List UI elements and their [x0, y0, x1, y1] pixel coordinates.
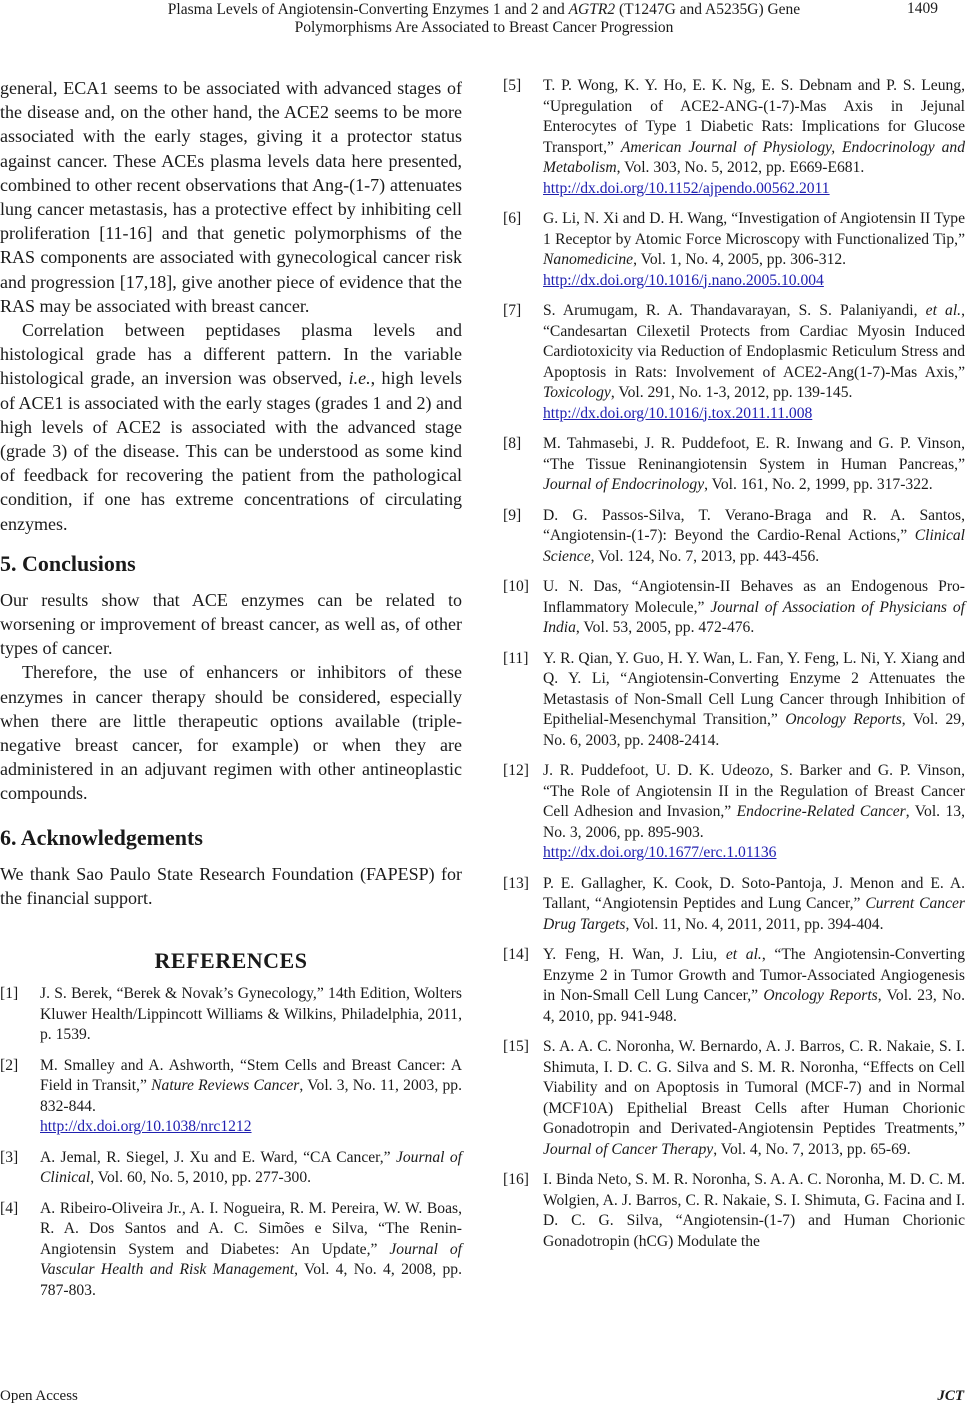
reference-item: [12] J. R. Puddefoot, U. D. K. Udeozo, S. Barker and G. P. Vinson, “The Role of Angiotensin II in the Regulation of Breast Cancer Cell Adhesion and Invasion,” Endocrine-Related Cancer, Vol. 13, No. 3, 2006, pp. 895-903. http://dx.doi.org/10.1677/erc.1.01136	[503, 761, 965, 864]
reference-journal: Toxicology	[543, 384, 611, 401]
reference-number: [4]	[0, 1199, 19, 1217]
reference-number: [16]	[503, 1171, 529, 1188]
reference-item: [5] T. P. Wong, K. Y. Ho, E. K. Ng, E. S. Debnam and P. S. Leung, “Upregulation of ACE2-ANG-(1-7)-Mas Axis in Jejunal Enterocytes of Type 1 Diabetic Rats: Implications for Glucose Transport,” American Journal of Physiology, Endocrinology and Metabolism, Vol. 303, No. 5, 2012, pp. E669-E681. http://dx.doi.org/10.1152/ajpendo.00562.2011	[503, 76, 965, 199]
doi-link[interactable]: http://dx.doi.org/10.1016/j.tox.2011.11.008	[543, 404, 813, 422]
reference-number: [3]	[0, 1148, 19, 1166]
doi-link[interactable]: http://dx.doi.org/10.1152/ajpendo.00562.2011	[543, 179, 830, 197]
reference-item: [9] D. G. Passos-Silva, T. Verano-Braga and R. A. Santos, “Angiotensin-(1-7): Beyond the Cardio-Renal Actions,” Clinical Science, Vol. 124, No. 7, 2013, pp. 443-456.	[503, 506, 965, 565]
reference-journal: Journal of Clinical	[40, 1148, 462, 1187]
reference-journal: Clinical Science	[543, 527, 965, 565]
reference-item: [10] U. N. Das, “Angiotensin-II Behaves as an Endogenous Pro-Inflammatory Molecule,” Journal of Association of Physicians of India, Vol. 53, 2005, pp. 472-476.	[503, 578, 966, 636]
reference-journal: Nature Reviews Cancer	[151, 1077, 300, 1095]
references-list-left	[0, 984, 462, 1301]
reference-journal: Journal of Vascular Health and Risk Management	[40, 1240, 462, 1279]
reference-number: [6]	[503, 210, 522, 227]
doi-link[interactable]: http://dx.doi.org/10.1038/nrc1212	[40, 1118, 252, 1136]
right-column	[503, 76, 965, 1262]
reference-number: [10]	[503, 578, 529, 595]
header-title-line2: Polymorphisms Are Associated to Breast Cancer Progression	[294, 19, 674, 36]
page-number: 1409	[907, 0, 938, 17]
reference-item: [3] A. Jemal, R. Siegel, J. Xu and E. Ward, “CA Cancer,” Journal of Clinical, Vol. 60, No. 5, 2010, pp. 277-300.	[0, 1148, 462, 1187]
reference-number: [5]	[503, 77, 522, 94]
reference-item: [16] I. Binda Neto, S. M. R. Noronha, S. A. A. C. Noronha, M. D. C. M. Wolgien, A. J. Barros, C. R. Nakaie, S. I. Shimuta, G. Facina and I. D. C. G. Silva, “Angiotensin-(1-7) and Human Chorionic Gonadotropin (hCG) Modulate the	[503, 1171, 965, 1250]
body-paragraph: We thank Sao Paulo State Research Foundation (FAPESP) for the financial support.	[0, 863, 462, 908]
reference-journal: Nanomedicine	[543, 251, 634, 268]
reference-number: [15]	[503, 1038, 529, 1055]
body-paragraph: Therefore, the use of enhancers or inhibitors of these enzymes in cancer therapy should be considered, especially when there are little therapeutic options available (triple-negative breast cancer, for example) or when they are administered in an adjuvant regimen with other antineoplastic compounds.	[0, 662, 462, 804]
references-heading: REFERENCES	[154, 948, 308, 974]
reference-journal: Journal of Endocrinology	[543, 476, 705, 493]
header-title-line1: Plasma Levels of Angiotensin-Converting Enzymes 1 and 2 and AGTR2 (T1247G and A5235G) Gene	[167, 1, 801, 18]
reference-journal: Endocrine-Related Cancer	[736, 803, 906, 820]
reference-journal: Journal of Association of Physicians of India	[543, 598, 966, 636]
reference-journal: Journal of Cancer Therapy	[543, 1140, 714, 1158]
doi-link[interactable]: http://dx.doi.org/10.1677/erc.1.01136	[543, 844, 777, 861]
reference-item: [4] A. Ribeiro-Oliveira Jr., A. I. Nogueira, R. M. Pereira, W. W. Boas, R. A. Dos Santos and A. C. Simões e Silva, “The Renin-Angiotensin System and Diabetes: An Update,” Journal of Vascular Health and Risk Management, Vol. 4, No. 4, 2008, pp. 787-803.	[0, 1199, 462, 1299]
reference-number: [12]	[503, 762, 529, 779]
reference-number: [8]	[503, 435, 522, 452]
reference-number: [1]	[0, 985, 19, 1003]
body-paragraph: general, ECA1 seems to be associated with advanced stages of the disease and, on the other hand, the ACE2 seems to be more associated with the early stages, giving it a protector status against cancer. These ACEs plasma levels data here presented, combined to other recent observations that Ang-(1-7) attenuates lung cancer metastasis, has a protective effect by inhibiting cell proliferation [11-16] and that genetic polymorphisms of the RAS components are associated with gynecological cancer risk and progression [17,18], give another piece of evidence that the RAS may be associated with breast cancer.	[0, 78, 462, 316]
reference-item: [11] Y. R. Qian, Y. Guo, H. Y. Wan, L. Fan, Y. Feng, L. Ni, Y. Xiang and Q. Y. Li, “Angiotensin-Converting Enzyme 2 Attenuates the Metastasis of Non-Small Cell Lung Cancer through Inhibition of Epithelial-Mesenchymal Transition,” Oncology Reports, Vol. 29, No. 6, 2003, pp. 2408-2414.	[503, 649, 966, 749]
page-footer	[0, 1382, 968, 1414]
references-list-right	[503, 76, 965, 1252]
reference-item: [2] M. Smalley and A. Ashworth, “Stem Cells and Breast Cancer: A Field in Transit,” Nature Reviews Cancer, Vol. 3, No. 11, 2003, pp. 832-844. http://dx.doi.org/10.1038/nrc1212	[0, 1056, 462, 1138]
reference-number: [2]	[0, 1056, 19, 1074]
reference-item: [8] M. Tahmasebi, J. R. Puddefoot, E. R. Inwang and G. P. Vinson, “The Tissue Reninangiotensin System in Human Pancreas,” Journal of Endocrinology, Vol. 161, No. 2, 1999, pp. 317-322.	[503, 435, 965, 493]
body-paragraph: Correlation between peptidases plasma levels and histological grade has a different pattern. In the variable histological grade, an inversion was observed, i.e., high levels of ACE1 is associated with the early stages (grades 1 and 2) and high levels of ACE2 is associated with the advanced stage (grade 3) of the disease. This can be understood as some kind of feedback for recovering the patient from the pathological condition, if one has extreme concentrations of circulating enzymes.	[0, 320, 462, 534]
reference-item: [6] G. Li, N. Xi and D. H. Wang, “Investigation of Angiotensin II Type 1 Receptor by Atomic Force Microscopy with Functionalized Tip,” Nanomedicine, Vol. 1, No. 4, 2005, pp. 306-312. http://dx.doi.org/10.1016/j.nano.2005.10.004	[503, 209, 965, 291]
reference-item: [7] S. Arumugam, R. A. Thandavarayan, S. S. Palaniyandi, et al., “Candesartan Cilexetil Protects from Cardiac Myosin Induced Cardiotoxicity via Reduction of Endoplasmic Reticulum Stress and Apoptosis in Rats: Involvement of ACE2-Ang(1-7)-Mas Axis,” Toxicology, Vol. 291, No. 1-3, 2012, pp. 139-145. http://dx.doi.org/10.1016/j.tox.2011.11.008	[503, 301, 965, 424]
doi-link[interactable]: http://dx.doi.org/10.1016/j.nano.2005.10.004	[543, 271, 824, 289]
reference-item: [1] J. S. Berek, “Berek & Novak’s Gynecology,” 14th Edition, Wolters Kluwer Health/Lippincott Williams & Wilkins, Philadelphia, 2011, p. 1539.	[0, 985, 462, 1044]
section-heading-conclusions: 5. Conclusions	[0, 550, 136, 576]
reference-number: [11]	[503, 649, 529, 667]
left-column	[0, 76, 462, 1311]
footer-open-access: Open Access	[0, 1388, 78, 1404]
running-header	[0, 0, 968, 50]
footer-journal: JCT	[937, 1388, 964, 1404]
reference-item: [14] Y. Feng, H. Wan, J. Liu, et al., “The Angiotensin-Converting Enzyme 2 in Tumor Growth and Tumor-Associated Angiogenesis in Non-Small Cell Lung Cancer,” Oncology Reports, Vol. 23, No. 4, 2010, pp. 941-948.	[503, 946, 966, 1025]
reference-number: [9]	[503, 506, 522, 524]
reference-journal: Oncology Reports	[763, 987, 878, 1004]
reference-number: [7]	[503, 302, 522, 319]
reference-number: [13]	[503, 874, 529, 892]
reference-journal: Current Cancer Drug Targets	[543, 895, 965, 933]
reference-number: [14]	[503, 946, 529, 963]
section-heading-acknowledgements: 6. Acknowledgements	[0, 824, 203, 850]
reference-journal: Oncology Reports	[785, 711, 902, 728]
reference-item: [13] P. E. Gallagher, K. Cook, D. Soto-Pantoja, J. Menon and E. A. Tallant, “Angiotensin Peptides and Lung Cancer,” Current Cancer Drug Targets, Vol. 11, No. 4, 2011, 2011, pp. 394-404.	[503, 874, 965, 933]
body-paragraph: Our results show that ACE enzymes can be related to worsening or improvement of breast cancer, as well as, of other types of cancer.	[0, 589, 462, 659]
reference-item: [15] S. A. A. C. Noronha, W. Bernardo, A. J. Barros, C. R. Nakaie, S. I. Shimuta, I. D. C. G. Silva and S. M. R. Noronha, “Effects on Cell Viability and on Apoptosis in Tumoral (MCF-7) and in Normal (MCF10A) Epithelial Breast Cells after Human Chorionic Gonadotropin and Derivated-Angiotensin Peptides Treatments,” Journal of Cancer Therapy, Vol. 4, No. 7, 2013, pp. 65-69.	[503, 1038, 965, 1158]
reference-journal: American Journal of Physiology, Endocrinology and Metabolism	[543, 138, 966, 176]
